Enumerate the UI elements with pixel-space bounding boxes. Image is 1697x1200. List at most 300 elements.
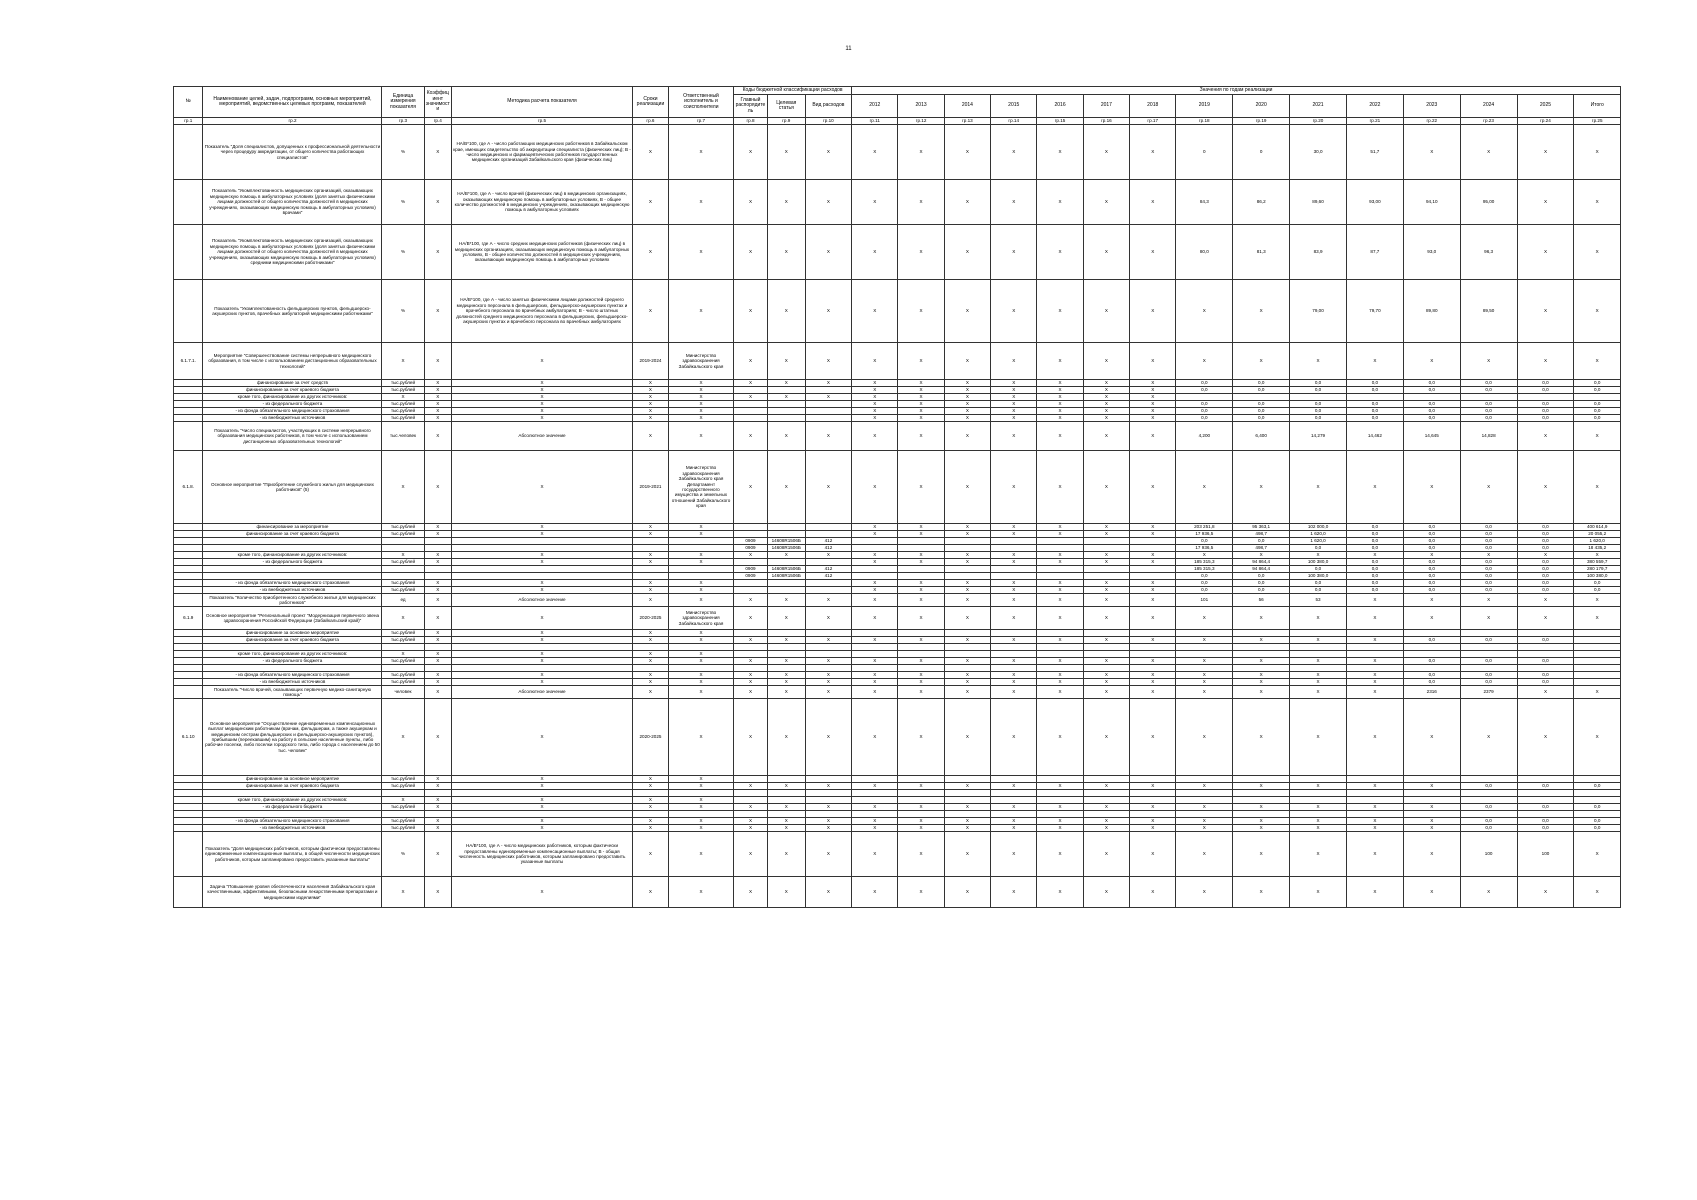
cell-value: X — [1037, 559, 1083, 566]
col-year-10: 2022 — [1346, 95, 1403, 118]
cell-name: Показатель "Число специалистов, участвующих в системе непрерывного образования медицинских работников, в том числе с использованием дистанционных образовательных технологий" — [203, 422, 382, 451]
cell-value: X — [1130, 451, 1176, 524]
cell-value — [1574, 672, 1621, 679]
cell-value: X — [898, 387, 944, 394]
cell-resp: Министерство здравоохранения Забайкальского края — [668, 607, 733, 630]
cell-value: X — [1083, 394, 1129, 401]
cell-value: 0,0 — [1346, 401, 1403, 408]
cell-resp — [668, 573, 733, 580]
table-row — [174, 538, 1621, 545]
cell-coef — [424, 665, 451, 672]
cell-c1: X — [734, 679, 768, 686]
cell-coef: X — [424, 630, 451, 637]
cell-method: X — [451, 415, 632, 422]
table-row — [174, 658, 1621, 665]
cell-value — [1403, 665, 1460, 672]
cell-value: X — [991, 280, 1037, 343]
col-year-2: 2014 — [944, 95, 990, 118]
cell-c3: X — [805, 825, 851, 832]
cell-value: X — [852, 587, 898, 594]
cell-term: X — [633, 825, 669, 832]
cell-value: 0,0 — [1290, 380, 1347, 387]
cell-c3 — [805, 797, 851, 804]
cell-resp: X — [668, 594, 733, 607]
cell-no: 6.1.9 — [174, 607, 203, 630]
cell-no: 6.1.7.1. — [174, 343, 203, 380]
cell-value: X — [1130, 125, 1176, 180]
cell-value: X — [991, 783, 1037, 790]
cell-value: X — [944, 451, 990, 524]
cell-c1: X — [734, 832, 768, 877]
cell-value: 0,0 — [1460, 573, 1517, 580]
cell-value — [944, 573, 990, 580]
cell-value: X — [991, 818, 1037, 825]
table-row — [174, 394, 1621, 401]
cell-value: X — [852, 832, 898, 877]
cell-coef: X — [424, 125, 451, 180]
cell-no — [174, 387, 203, 394]
cell-value: X — [1346, 594, 1403, 607]
cell-method: Абсолютное значение — [451, 422, 632, 451]
cell-value: 0,0 — [1403, 559, 1460, 566]
cell-term — [633, 573, 669, 580]
cell-value — [1574, 658, 1621, 665]
cell-value — [991, 651, 1037, 658]
cell-value: 0,0 — [1517, 825, 1574, 832]
cell-unit: X — [382, 451, 424, 524]
cell-no — [174, 637, 203, 644]
cell-value: X — [1460, 594, 1517, 607]
cell-c1: X — [734, 658, 768, 665]
cell-value: X — [1037, 387, 1083, 394]
cell-value: 0,0 — [1460, 559, 1517, 566]
cell-value: 95,00 — [1460, 180, 1517, 225]
table-row — [174, 644, 1621, 651]
cell-no: 6.1.10 — [174, 699, 203, 776]
table-row — [174, 630, 1621, 637]
cell-c3 — [805, 665, 851, 672]
table-row — [174, 415, 1621, 422]
cell-c2 — [767, 776, 805, 783]
cell-value: 185 315,3 — [1176, 559, 1233, 566]
cell-value: X — [1130, 280, 1176, 343]
cell-value: X — [1037, 380, 1083, 387]
cell-value — [1290, 665, 1347, 672]
cell-value: X — [1403, 783, 1460, 790]
cell-method — [451, 790, 632, 797]
cell-value: 0,0 — [1176, 587, 1233, 594]
col-number: гр.23 — [1460, 118, 1517, 125]
cell-value — [1083, 651, 1129, 658]
cell-value: X — [852, 225, 898, 280]
cell-value — [991, 644, 1037, 651]
cell-c2 — [767, 387, 805, 394]
cell-value: 0,0 — [1517, 804, 1574, 811]
cell-value: X — [1130, 580, 1176, 587]
cell-c3: 412 — [805, 538, 851, 545]
cell-c1: X — [734, 783, 768, 790]
cell-value — [944, 651, 990, 658]
cell-no — [174, 811, 203, 818]
cell-value: X — [1130, 679, 1176, 686]
cell-unit: человек — [382, 686, 424, 699]
cell-name: кроме того, финансирование из других источников: — [203, 797, 382, 804]
cell-value: 0,0 — [1574, 401, 1621, 408]
cell-value: X — [1083, 877, 1129, 908]
cell-value: 0,0 — [1517, 531, 1574, 538]
cell-c1 — [734, 524, 768, 531]
cell-value — [1233, 665, 1290, 672]
cell-unit — [382, 665, 424, 672]
cell-unit: X — [382, 607, 424, 630]
cell-value: 0,0 — [1290, 408, 1347, 415]
cell-value: 56 — [1233, 594, 1290, 607]
cell-method: X — [451, 531, 632, 538]
cell-value: 89,50 — [1460, 280, 1517, 343]
cell-value — [1176, 630, 1233, 637]
cell-method: X — [451, 699, 632, 776]
cell-value — [944, 630, 990, 637]
cell-coef: X — [424, 877, 451, 908]
cell-c2: X — [767, 825, 805, 832]
cell-value — [1517, 790, 1574, 797]
cell-value: X — [1460, 607, 1517, 630]
cell-value: X — [1176, 783, 1233, 790]
cell-value: X — [898, 225, 944, 280]
table-row — [174, 686, 1621, 699]
cell-method: X — [451, 552, 632, 559]
cell-name: Показатель "Укомплектованность медицинских организаций, оказывающих медицинскую помощь в амбулаторных условиях (доля занятых физическими лицами должностей от общего количества должностей в медицинских учреждениях, оказывающих медицинскую помощь в амбулаторных условиях) врачами" — [203, 180, 382, 225]
cell-value — [1083, 790, 1129, 797]
cell-value — [1130, 630, 1176, 637]
cell-name: Показатель "Доля специалистов, допущенных к профессиональной деятельности через процедуру аккредитации, от общего количества работающих специалистов" — [203, 125, 382, 180]
cell-value: X — [1130, 552, 1176, 559]
cell-value: X — [1037, 679, 1083, 686]
col-number: гр.22 — [1403, 118, 1460, 125]
cell-no — [174, 818, 203, 825]
cell-no — [174, 524, 203, 531]
cell-c3 — [805, 790, 851, 797]
cell-c3: X — [805, 637, 851, 644]
cell-value: 0,0 — [1517, 783, 1574, 790]
cell-value: 0,0 — [1403, 679, 1460, 686]
cell-value: X — [898, 380, 944, 387]
cell-method: X — [451, 401, 632, 408]
col-number: гр.4 — [424, 118, 451, 125]
cell-value: X — [852, 380, 898, 387]
cell-value — [1130, 797, 1176, 804]
cell-value: X — [944, 387, 990, 394]
cell-coef: X — [424, 672, 451, 679]
cell-coef: X — [424, 180, 451, 225]
cell-method: X — [451, 637, 632, 644]
cell-value — [991, 573, 1037, 580]
cell-value: X — [1403, 832, 1460, 877]
cell-value: X — [1083, 594, 1129, 607]
cell-value: 0,0 — [1346, 380, 1403, 387]
cell-no — [174, 825, 203, 832]
cell-method — [451, 811, 632, 818]
cell-term: X — [633, 658, 669, 665]
cell-c3 — [805, 776, 851, 783]
cell-name: Показатель "Количество приобретенного служебного жилья для медицинских работников" — [203, 594, 382, 607]
cell-value: 0,0 — [1517, 559, 1574, 566]
table-row — [174, 451, 1621, 524]
cell-value: X — [1083, 531, 1129, 538]
cell-value: X — [852, 559, 898, 566]
cell-value: X — [1346, 637, 1403, 644]
cell-value — [1574, 776, 1621, 783]
cell-value: X — [1346, 832, 1403, 877]
cell-value: X — [1403, 125, 1460, 180]
cell-value: 0,0 — [1403, 380, 1460, 387]
cell-method: X — [451, 877, 632, 908]
cell-value: X — [1233, 686, 1290, 699]
cell-coef: X — [424, 637, 451, 644]
cell-unit: тыс.рублей — [382, 630, 424, 637]
cell-term: X — [633, 559, 669, 566]
cell-value: X — [852, 825, 898, 832]
cell-value — [991, 665, 1037, 672]
table-row — [174, 672, 1621, 679]
cell-coef: X — [424, 699, 451, 776]
cell-value: X — [1037, 699, 1083, 776]
cell-value: 0,0 — [1176, 573, 1233, 580]
cell-value: X — [1130, 594, 1176, 607]
cell-c1 — [734, 559, 768, 566]
cell-value — [1037, 797, 1083, 804]
cell-c3: X — [805, 380, 851, 387]
cell-c3: X — [805, 394, 851, 401]
cell-value — [944, 665, 990, 672]
cell-unit — [382, 545, 424, 552]
cell-value: X — [1346, 783, 1403, 790]
cell-value — [898, 538, 944, 545]
cell-value: X — [1176, 818, 1233, 825]
cell-value: 0,0 — [1290, 587, 1347, 594]
cell-coef: X — [424, 580, 451, 587]
cell-value — [852, 545, 898, 552]
cell-value: X — [898, 686, 944, 699]
cell-value — [1130, 811, 1176, 818]
cell-value: X — [1083, 587, 1129, 594]
cell-value: X — [1574, 451, 1621, 524]
cell-term: X — [633, 783, 669, 790]
cell-value: X — [944, 877, 990, 908]
cell-value — [1403, 630, 1460, 637]
col-number: гр.18 — [1176, 118, 1233, 125]
cell-value: 18 435,2 — [1574, 545, 1621, 552]
cell-term: X — [633, 877, 669, 908]
cell-c2: X — [767, 280, 805, 343]
cell-unit: тыс.рублей — [382, 580, 424, 587]
cell-value: X — [1130, 387, 1176, 394]
cell-value: X — [852, 658, 898, 665]
cell-value: X — [1037, 415, 1083, 422]
cell-name: - из федерального бюджета — [203, 401, 382, 408]
cell-coef: X — [424, 531, 451, 538]
col-number: гр.1 — [174, 118, 203, 125]
cell-value: 0,0 — [1517, 658, 1574, 665]
cell-resp: X — [668, 804, 733, 811]
cell-c2: X — [767, 832, 805, 877]
cell-value: 79,70 — [1346, 280, 1403, 343]
cell-value: X — [944, 637, 990, 644]
cell-value: X — [1574, 180, 1621, 225]
cell-value: 0,0 — [1233, 408, 1290, 415]
cell-coef: X — [424, 422, 451, 451]
cell-value: 0,0 — [1346, 387, 1403, 394]
cell-method: X — [451, 587, 632, 594]
col-number: гр.15 — [1037, 118, 1083, 125]
cell-unit: X — [382, 877, 424, 908]
cell-value: 0,0 — [1346, 524, 1403, 531]
cell-resp — [668, 644, 733, 651]
cell-value: 400 614,9 — [1574, 524, 1621, 531]
cell-value — [1176, 776, 1233, 783]
cell-value — [852, 665, 898, 672]
cell-coef: X — [424, 825, 451, 832]
cell-unit: тыс.человек — [382, 422, 424, 451]
cell-value: X — [944, 394, 990, 401]
cell-value: X — [1403, 804, 1460, 811]
cell-value: X — [1083, 672, 1129, 679]
cell-value: 0,0 — [1574, 387, 1621, 394]
cell-coef: X — [424, 343, 451, 380]
cell-value — [1037, 790, 1083, 797]
cell-value — [1574, 637, 1621, 644]
cell-value: 0,0 — [1346, 545, 1403, 552]
cell-value: 0,0 — [1517, 380, 1574, 387]
cell-value: 0,0 — [1233, 401, 1290, 408]
cell-resp: X — [668, 531, 733, 538]
cell-c3: X — [805, 699, 851, 776]
cell-term: 2020-2025 — [633, 699, 669, 776]
cell-value — [1130, 790, 1176, 797]
cell-c3 — [805, 587, 851, 594]
cell-value — [1037, 665, 1083, 672]
col-number: гр.7 — [668, 118, 733, 125]
cell-value: X — [1233, 818, 1290, 825]
cell-value — [1460, 651, 1517, 658]
cell-name: кроме того, финансирование из других источников: — [203, 651, 382, 658]
cell-name: - из федерального бюджета — [203, 658, 382, 665]
cell-value: X — [1403, 699, 1460, 776]
cell-c2: X — [767, 877, 805, 908]
cell-value: X — [1130, 686, 1176, 699]
cell-value: 0,0 — [1403, 587, 1460, 594]
col-number: гр.12 — [898, 118, 944, 125]
cell-unit: тыс.рублей — [382, 776, 424, 783]
cell-value: X — [1130, 559, 1176, 566]
cell-value: 81,3 — [1233, 225, 1290, 280]
cell-value: X — [1517, 125, 1574, 180]
cell-unit: X — [382, 651, 424, 658]
cell-value: 0,0 — [1403, 524, 1460, 531]
cell-value: X — [1403, 607, 1460, 630]
cell-value: X — [991, 594, 1037, 607]
cell-coef — [424, 566, 451, 573]
cell-c2: X — [767, 594, 805, 607]
cell-no — [174, 797, 203, 804]
cell-value: X — [1517, 225, 1574, 280]
cell-value: X — [852, 552, 898, 559]
cell-c1: X — [734, 225, 768, 280]
cell-value: 4,200 — [1176, 422, 1233, 451]
cell-value — [1233, 776, 1290, 783]
cell-method: X — [451, 825, 632, 832]
cell-value: 0,0 — [1574, 408, 1621, 415]
cell-name — [203, 538, 382, 545]
cell-value: 0,0 — [1403, 658, 1460, 665]
cell-c2: X — [767, 818, 805, 825]
cell-value: X — [1346, 686, 1403, 699]
cell-value: X — [1130, 401, 1176, 408]
cell-no — [174, 594, 203, 607]
cell-no — [174, 630, 203, 637]
cell-value — [1517, 630, 1574, 637]
cell-c3: X — [805, 594, 851, 607]
cell-resp: X — [668, 580, 733, 587]
cell-value — [1083, 545, 1129, 552]
cell-resp — [668, 545, 733, 552]
cell-unit: ед — [382, 594, 424, 607]
cell-value: X — [1574, 832, 1621, 877]
cell-value: 0,0 — [1176, 580, 1233, 587]
cell-unit — [382, 566, 424, 573]
col-year-6: 2018 — [1130, 95, 1176, 118]
cell-c1: X — [734, 394, 768, 401]
cell-value: X — [944, 408, 990, 415]
cell-value — [1176, 394, 1233, 401]
cell-coef: X — [424, 387, 451, 394]
cell-value: 0,0 — [1176, 401, 1233, 408]
cell-resp: X — [668, 415, 733, 422]
cell-value: 0 — [1176, 125, 1233, 180]
cell-resp: X — [668, 180, 733, 225]
table-row — [174, 665, 1621, 672]
cell-value: X — [898, 607, 944, 630]
cell-value: 0,0 — [1403, 672, 1460, 679]
cell-value — [1346, 665, 1403, 672]
cell-c3 — [805, 531, 851, 538]
col-resp: Ответственный исполнитель и соисполнители — [668, 87, 733, 118]
cell-value — [944, 644, 990, 651]
cell-c1: X — [734, 699, 768, 776]
cell-resp — [668, 811, 733, 818]
cell-value: X — [1233, 607, 1290, 630]
cell-resp: X — [668, 587, 733, 594]
cell-value: 0,0 — [1460, 538, 1517, 545]
cell-c1 — [734, 644, 768, 651]
table-row — [174, 797, 1621, 804]
cell-c3: X — [805, 877, 851, 908]
cell-value — [1290, 630, 1347, 637]
cell-unit — [382, 644, 424, 651]
cell-method: НА/В*100, где А - число медицинских работников, которым фактически предоставлены единовременные компенсационные выплаты; В - общая численность медицинских работников, которым запланировано предоставить указанные выплаты — [451, 832, 632, 877]
cell-resp — [668, 566, 733, 573]
cell-value: X — [1176, 672, 1233, 679]
cell-value: X — [1403, 877, 1460, 908]
cell-value — [898, 811, 944, 818]
cell-value: 0,0 — [1176, 538, 1233, 545]
col-year-14: Итого — [1574, 95, 1621, 118]
cell-value: X — [1403, 594, 1460, 607]
cell-coef — [424, 790, 451, 797]
cell-value: 100 380,0 — [1290, 559, 1347, 566]
cell-no — [174, 545, 203, 552]
cell-value — [1574, 790, 1621, 797]
